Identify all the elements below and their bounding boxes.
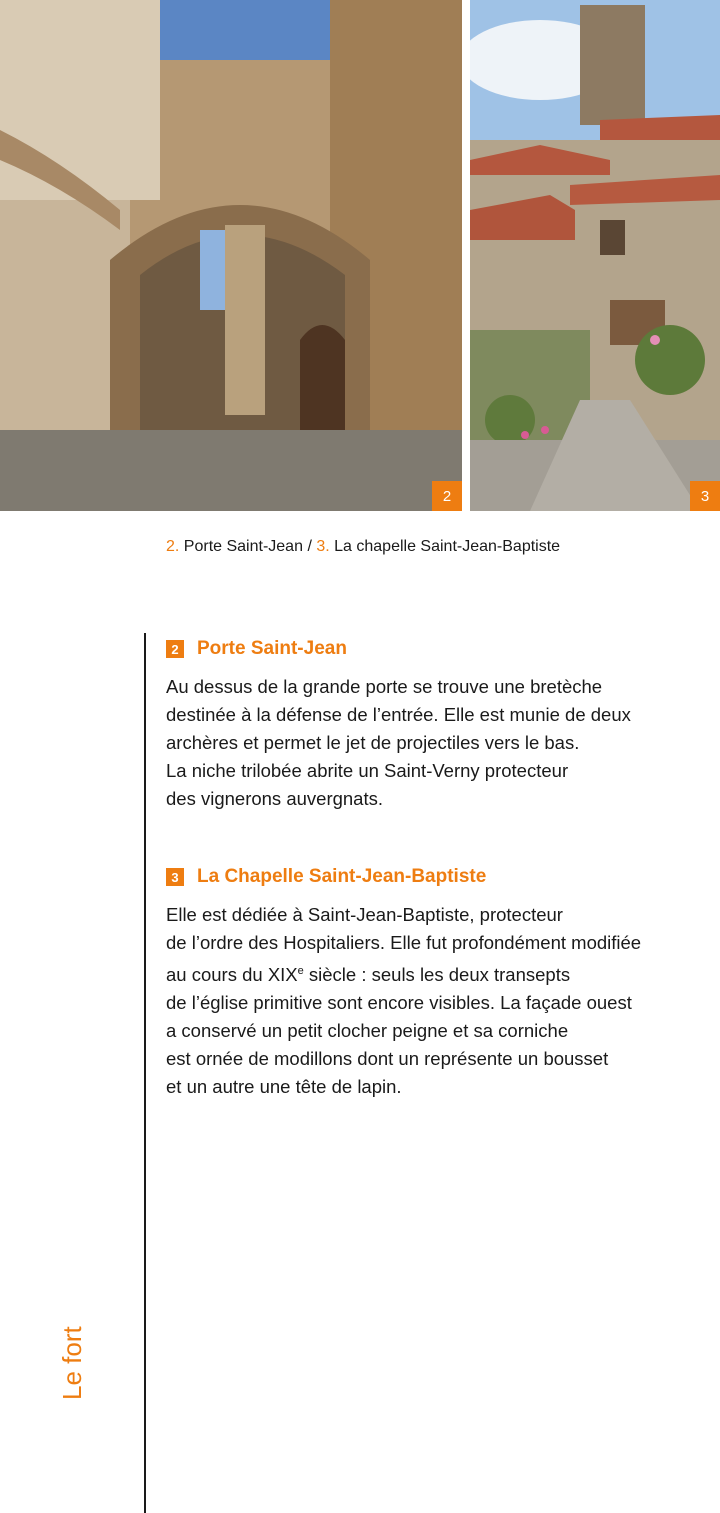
section-heading — [166, 636, 706, 662]
body-line: et un autre une tête de lapin. — [166, 1076, 402, 1098]
photo-porte-saint-jean-image — [0, 0, 462, 511]
section-body — [166, 673, 706, 813]
body-line: des vignerons auvergnats. — [166, 788, 383, 809]
body-line: archères et permet le jet de projectiles vers le bas. — [166, 732, 580, 753]
section-number-badge: 2 — [166, 640, 184, 658]
body-line-part: siècle : seuls les deux transepts — [303, 964, 571, 986]
caption-separator: / — [307, 538, 312, 555]
body-line: est ornée de modillons dont un représente un bousset — [166, 1048, 609, 1070]
body-line-part: au cours du XIX — [166, 964, 298, 986]
photo-number-badge: 3 — [690, 481, 720, 511]
superscript-e: e — [297, 965, 304, 977]
body-line — [166, 957, 706, 989]
caption-number: 2. — [166, 538, 180, 555]
body-line: Elle est dédiée à Saint-Jean-Baptiste, protecteur — [166, 904, 563, 925]
caption-text: La chapelle Saint-Jean-Baptiste — [334, 538, 561, 555]
section-title: La Chapelle Saint-Jean-Baptiste — [197, 866, 487, 887]
section-chapelle-saint-jean-baptiste — [166, 864, 706, 1101]
body-line: Au dessus de la grande porte se trouve une bretèche — [166, 676, 603, 697]
photo-number-badge: 2 — [432, 481, 462, 511]
body-line: de l’église primitive sont encore visibles. La façade ouest — [166, 992, 632, 1014]
caption-text: Porte Saint-Jean — [183, 538, 303, 555]
vertical-rule — [144, 633, 146, 1513]
side-title: Le fort — [57, 1326, 87, 1400]
photo-chapelle-saint-jean-baptiste — [470, 0, 720, 511]
section-body — [166, 901, 706, 1101]
section-heading — [166, 864, 706, 890]
photo-chapelle-image — [470, 0, 720, 511]
caption-number: 3. — [316, 538, 330, 555]
section-porte-saint-jean — [166, 636, 706, 813]
body-line: La niche trilobée abrite un Saint-Verny protecteur — [166, 760, 569, 781]
section-number-badge: 3 — [166, 868, 184, 886]
section-title: Porte Saint-Jean — [197, 638, 347, 659]
photo-caption — [166, 538, 560, 556]
body-line: de l’ordre des Hospitaliers. Elle fut profondément modifiée — [166, 932, 642, 953]
photo-porte-saint-jean — [0, 0, 462, 511]
body-line: a conservé un petit clocher peigne et sa corniche — [166, 1020, 569, 1042]
body-line: destinée à la défense de l’entrée. Elle est munie de deux — [166, 704, 631, 725]
